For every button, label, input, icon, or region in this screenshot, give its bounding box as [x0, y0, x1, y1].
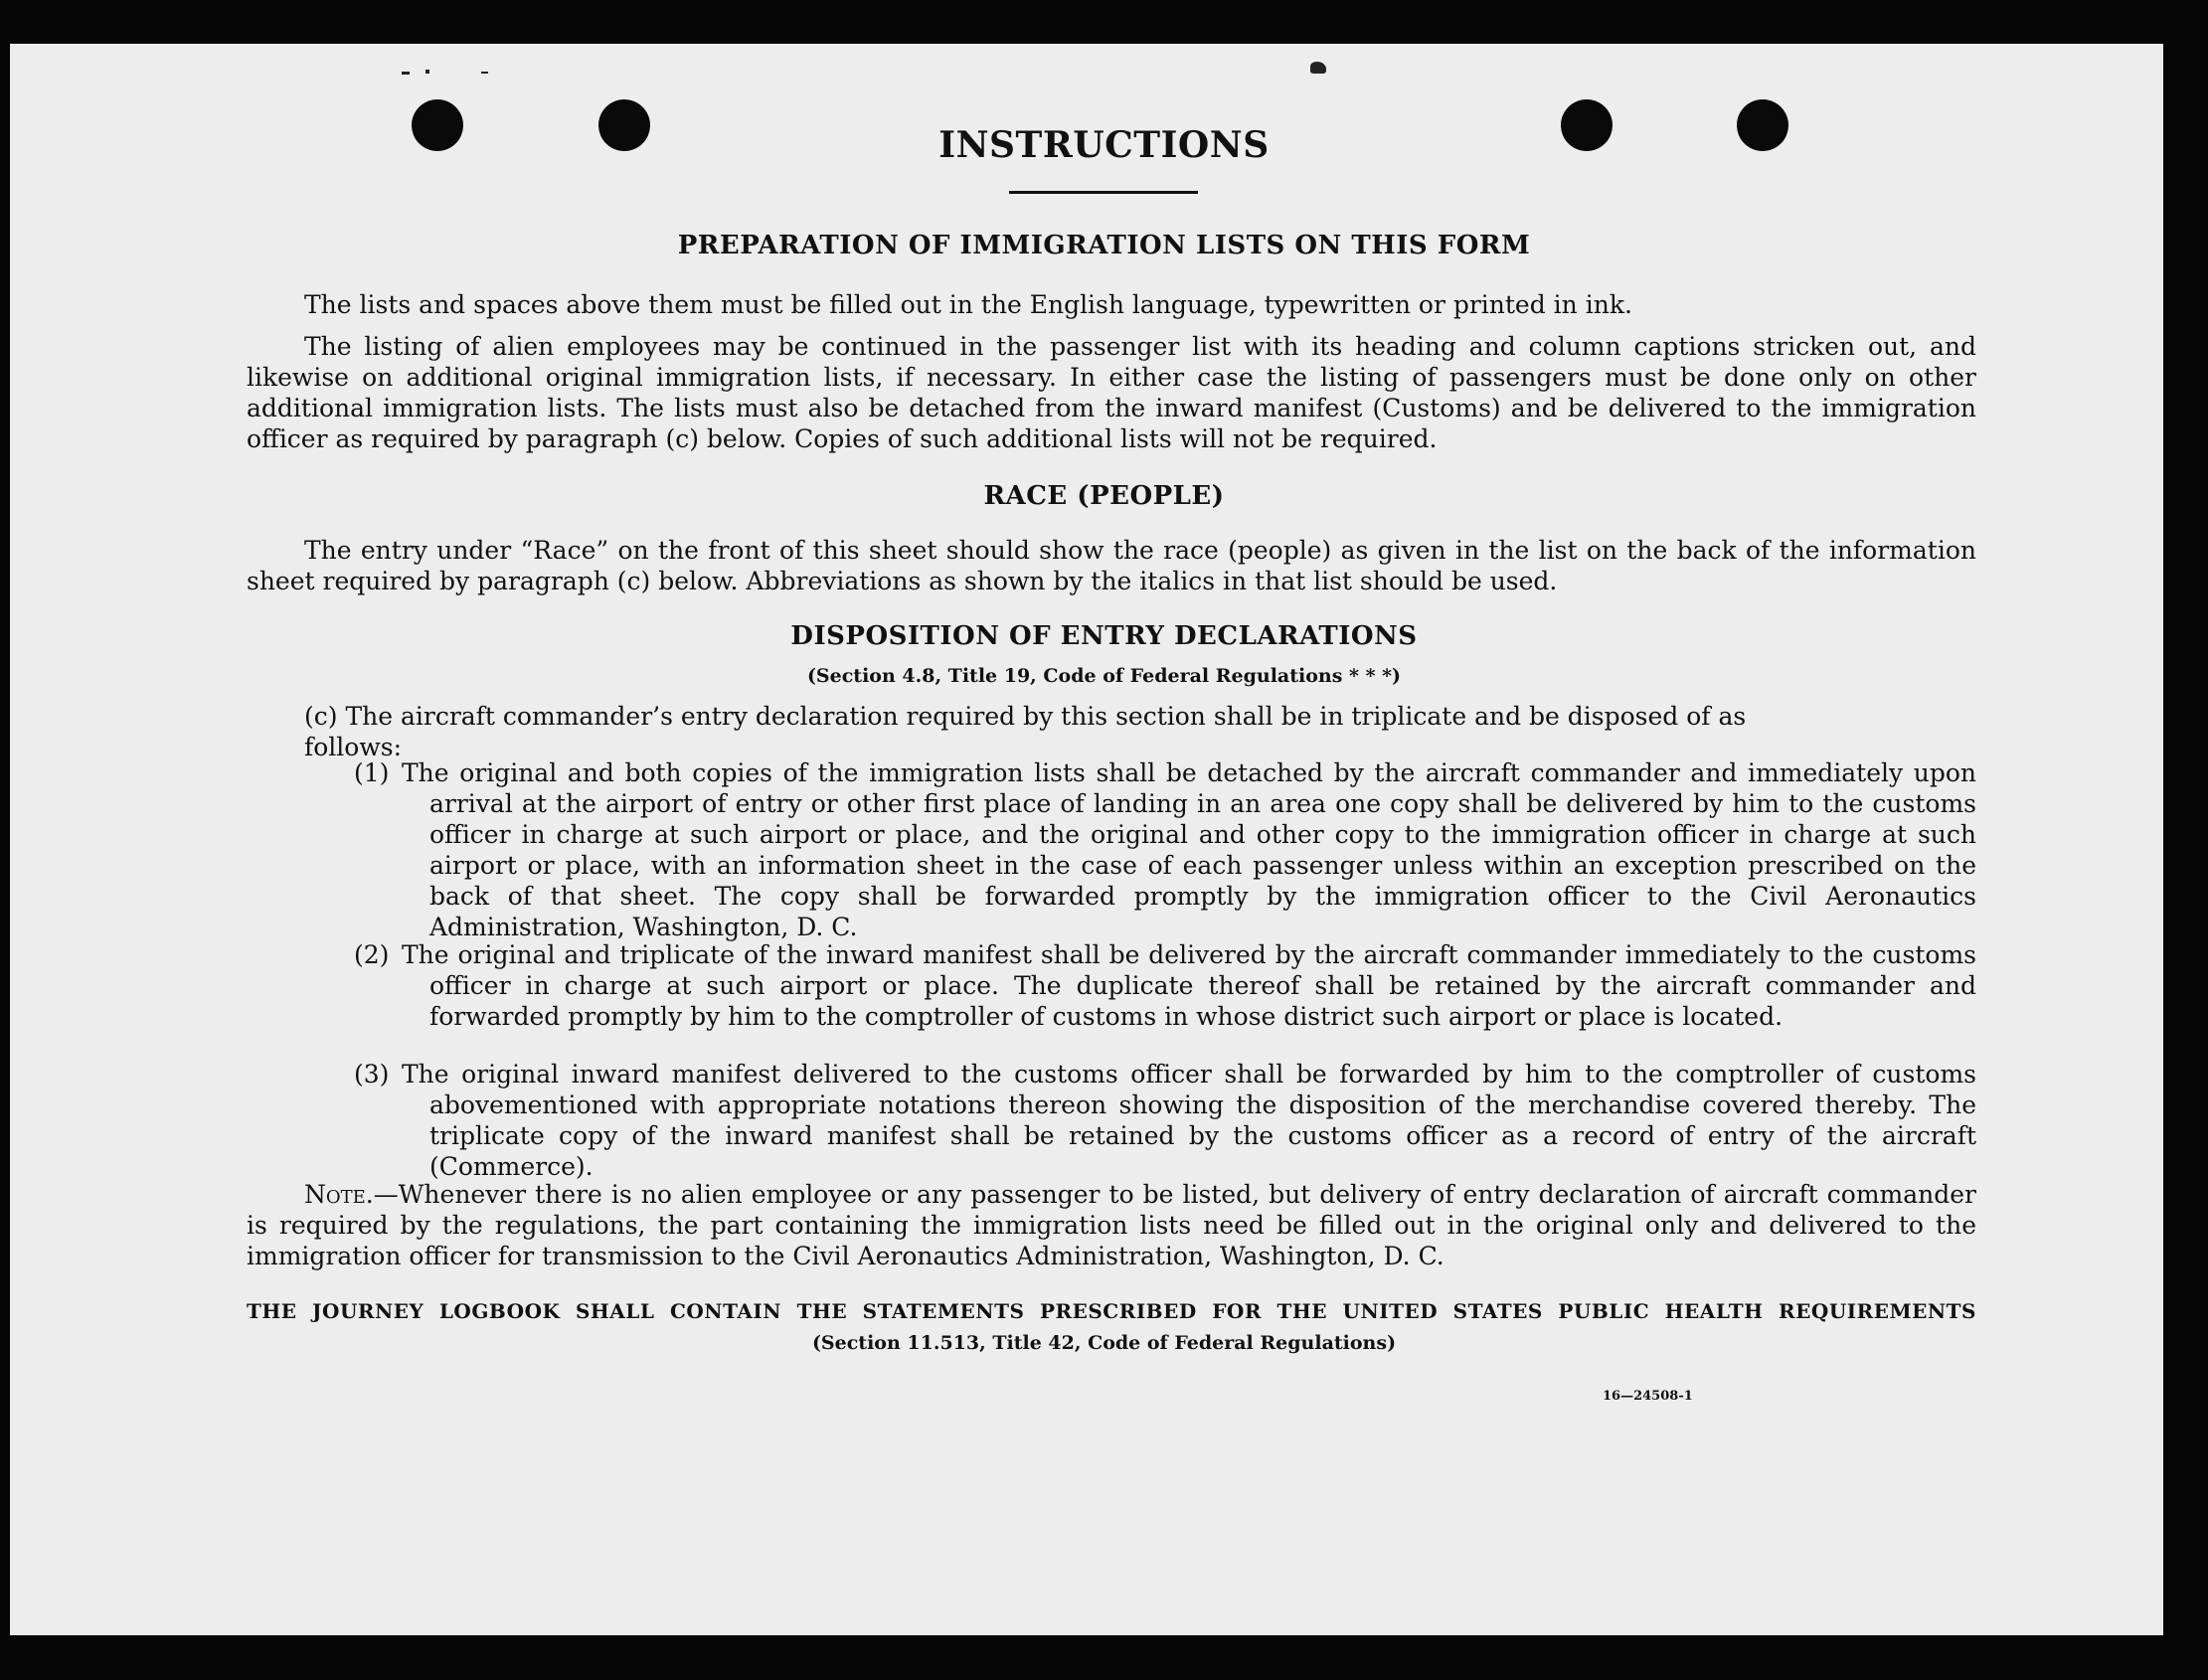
citation-section-11-513: (Section 11.513, Title 42, Code of Federal Regulations)	[811, 1332, 1397, 1354]
note-text: —Whenever there is no alien employee or any passenger to be listed, but delivery of entry declaration of aircraft commander is required by the regulations, the part containing the immigration lists need be filled out in the original only and delivered to the immigration officer for transmission to the Civil Aeronautics Administration, Washington, D. C.	[247, 1180, 1976, 1270]
heading-preparation: PREPARATION OF IMMIGRATION LISTS ON THIS FORM	[677, 231, 1531, 260]
page-title: INSTRUCTIONS	[938, 124, 1270, 166]
ink-speck	[481, 72, 488, 74]
item-number: (1)	[354, 758, 390, 787]
list-item-3	[354, 1059, 1976, 1182]
item-number: (2)	[354, 940, 390, 969]
form-number: 16—24508-1	[1603, 1389, 1693, 1404]
paragraph-language: The lists and spaces above them must be filled out in the English language, typewritten or printed in ink.	[304, 290, 1632, 319]
list-item-2	[354, 939, 1976, 1032]
item-text: The original inward manifest delivered to the customs officer shall be forwarded by him to the comptroller of customs abovementioned with appropriate notations thereon showing the disposition of the merchandise covered thereby. The triplicate copy of the inward manifest shall be retained by the customs officer as a record of entry of the aircraft (Commerce).	[402, 1060, 1976, 1181]
heading-race: RACE (PEOPLE)	[983, 481, 1225, 511]
citation-section-4-8: (Section 4.8, Title 19, Code of Federal Regulations * * *)	[806, 665, 1402, 687]
title-underline	[1009, 191, 1198, 194]
ink-speck	[425, 70, 429, 74]
item-text: The original and both copies of the immigration lists shall be detached by the aircraft commander and immediately upon arrival at the airport of entry or other first place of landing in an area one copy shall be delivered by him to the customs officer in charge at such airport or place, and the original and other copy to the immigration officer in charge at such airport or place, with an information sheet in the case of each passenger unless within an exception prescribed on the back of that sheet. The copy shall be forwarded promptly by the immigration officer to the Civil Aeronautics Administration, Washington, D. C.	[402, 758, 1976, 941]
note-label: Note.	[304, 1180, 374, 1209]
paragraph-race: The entry under “Race” on the front of this sheet should show the race (people) as given in the list on the back of the information sheet required by paragraph (c) below. Abbreviations as shown by the italics in that list should be used.	[247, 536, 1976, 595]
health-requirements-heading: THE JOURNEY LOGBOOK SHALL CONTAIN THE STATEMENTS PRESCRIBED FOR THE UNITED STATES PUBLIC HEALTH REQUIREMENTS	[247, 1299, 1976, 1323]
list-item-1	[354, 757, 1976, 942]
ink-speck	[402, 72, 410, 75]
item-number: (3)	[354, 1060, 390, 1089]
heading-disposition: DISPOSITION OF ENTRY DECLARATIONS	[790, 621, 1418, 651]
clause-c: (c) The aircraft commander’s entry declaration required by this section shall be in triplicate and be disposed of as follows:	[304, 702, 1747, 761]
item-text: The original and triplicate of the inward manifest shall be delivered by the aircraft commander immediately to the customs officer in charge at such airport or place. The duplicate thereof shall be retained by the aircraft commander and forwarded promptly by him to the comptroller of customs in whose district such airport or place is located.	[402, 940, 1976, 1031]
note-paragraph	[247, 1179, 1976, 1271]
ink-speck	[1310, 62, 1326, 74]
paragraph-listing: The listing of alien employees may be continued in the passenger list with its heading and column captions stricken out, and likewise on additional original immigration lists, if necessary. In either case the listing of passengers must be done only on other additional immigration lists. The lists must also be detached from the inward manifest (Customs) and be delivered to the immigration officer as required by paragraph (c) below. Copies of such additional lists will not be required.	[247, 332, 1976, 453]
